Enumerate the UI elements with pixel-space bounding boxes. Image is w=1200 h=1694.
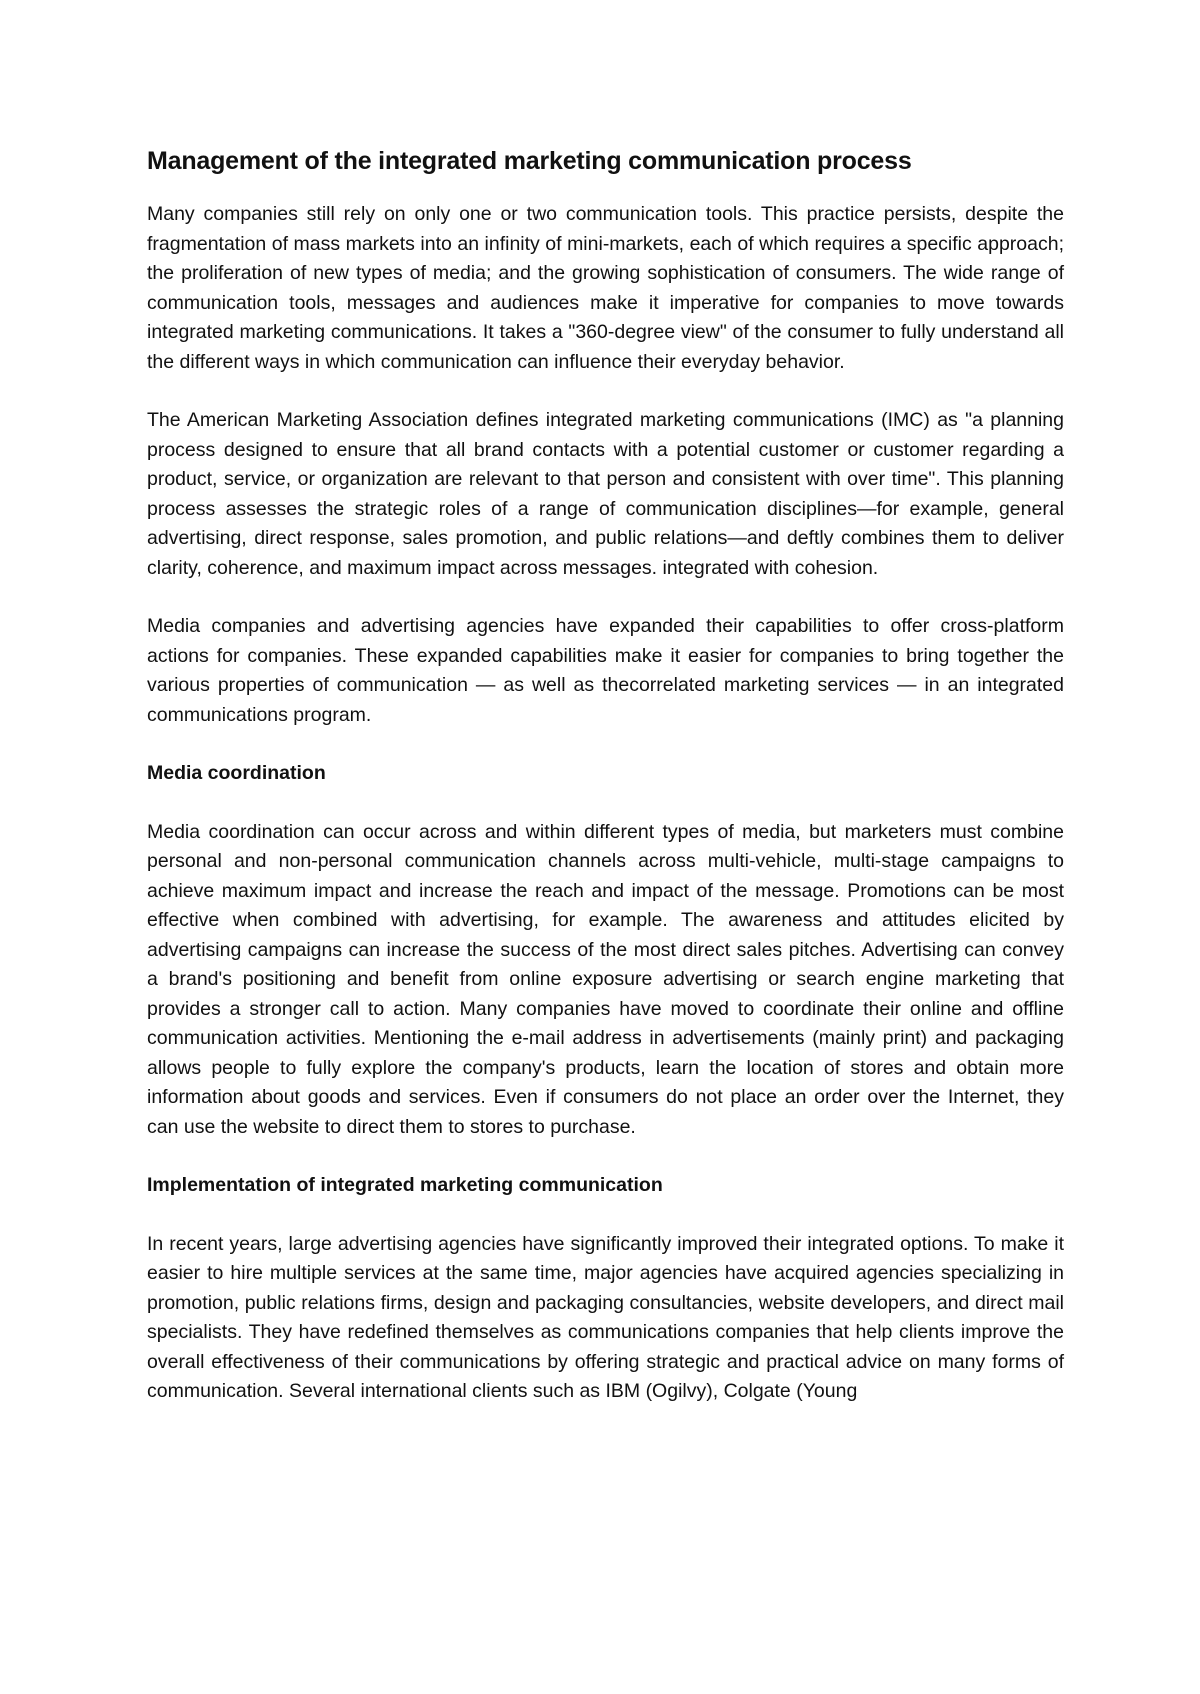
intro-paragraph-1: Many companies still rely on only one or two communication tools. This practice persists, despite the fragmentation of mass markets into an infinity of mini-markets, each of which requires a specific approach; the proliferation of new types of media; and the growing sophistication of consumers. The wide range of communication tools, messages and audiences make it imperative for companies to move towards integrated marketing communications. It takes a "360-degree view" of the consumer to fully understand all the different ways in which communication can influence their everyday behavior. — [147, 203, 1064, 373]
intro-paragraph-3: Media companies and advertising agencies have expanded their capabilities to offer cross-platform actions for companies. These expanded capabilities make it easier for companies to bring together the various properties of communication — as well as thecorrelated marketing services — in an integrated communications program. — [147, 615, 1064, 726]
document-page — [147, 144, 1064, 1436]
document-title: Management of the integrated marketing communication process — [147, 147, 912, 175]
section-heading-implementation: Implementation of integrated marketing communication — [147, 1174, 663, 1196]
intro-paragraph-2: The American Marketing Association defines integrated marketing communications (IMC) as "a planning process designed to ensure that all brand contacts with a potential customer or customer regarding a product, service, or organization are relevant to that person and consistent with over time". This planning process assesses the strategic roles of a range of communication disciplines—for example, general advertising, direct response, sales promotion, and public relations—and deftly combines them to deliver clarity, coherence, and maximum impact across messages. integrated with cohesion. — [147, 409, 1064, 579]
media-coordination-paragraph: Media coordination can occur across and within different types of media, but marketers must combine personal and non-personal communication channels across multi-vehicle, multi-stage campaigns to achieve maximum impact and increase the reach and impact of the message. Promotions can be most effective when combined with advertising, for example. The awareness and attitudes elicited by advertising campaigns can increase the success of the most direct sales pitches. Advertising can convey a brand's positioning and benefit from online exposure advertising or search engine marketing that provides a stronger call to action. Many companies have moved to coordinate their online and offline communication activities. Mentioning the e-mail address in advertisements (mainly print) and packaging allows people to fully explore the company's products, learn the location of stores and obtain more information about goods and services. Even if consumers do not place an order over the Internet, they can use the website to direct them to stores to purchase. — [147, 820, 1064, 1138]
section-heading-media-coordination: Media coordination — [147, 762, 326, 784]
implementation-paragraph: In recent years, large advertising agencies have significantly improved their integrated options. To make it easier to hire multiple services at the same time, major agencies have acquired agencies specializing in promotion, public relations firms, design and packaging consultancies, website developers, and direct mail specialists. They have redefined themselves as communications companies that help clients improve the overall effectiveness of their communications by offering strategic and practical advice on many forms of communication. Several international clients such as IBM (Ogilvy), Colgate (Young — [147, 1232, 1064, 1402]
